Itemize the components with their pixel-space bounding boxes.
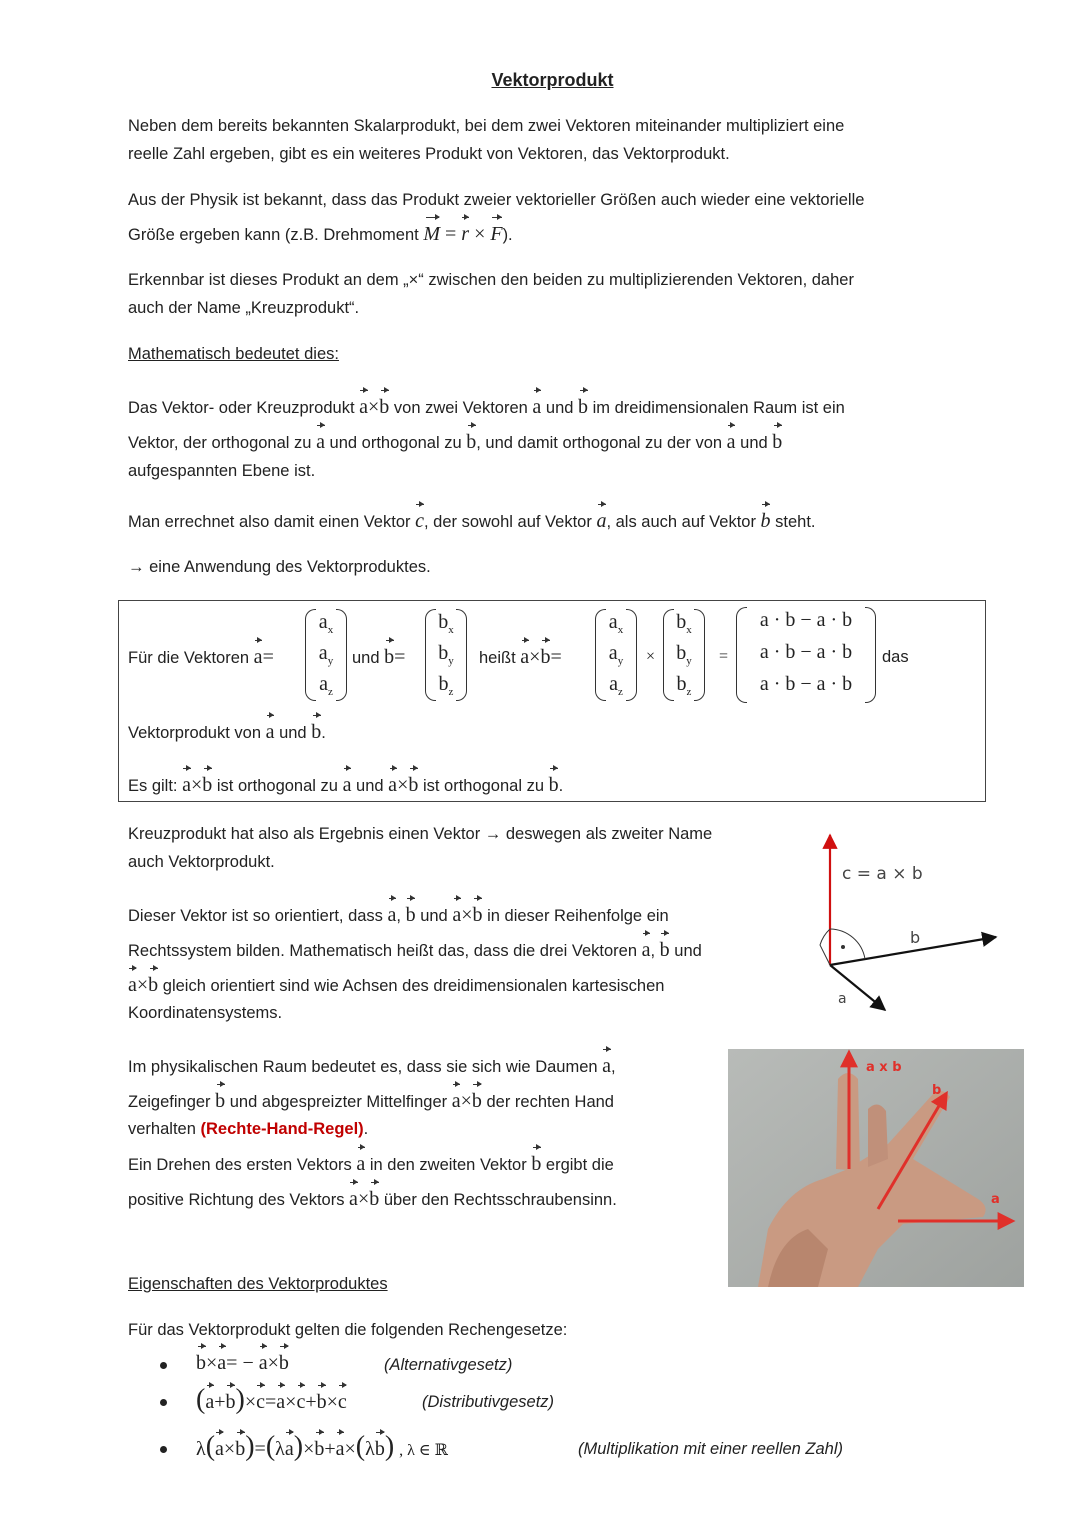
box-text: heißt (479, 649, 516, 667)
phys-text: . (363, 1120, 369, 1138)
right-hand-rule: (Rechte-Hand-Regel) (200, 1120, 364, 1138)
comma: , (396, 907, 402, 925)
formula-F: F (490, 220, 502, 248)
vec-a: a (205, 1388, 214, 1416)
label-c-eq-a-x-b: c = a × b (842, 864, 923, 884)
times-sign: × (223, 1438, 236, 1460)
result-row-3: a · b − a · b (759, 673, 853, 695)
b-z: b (438, 673, 449, 695)
b-y: b (676, 642, 687, 664)
orient-text: und (420, 907, 448, 925)
comma: , (611, 1058, 616, 1076)
vec-b: b (279, 1349, 289, 1377)
lambda: λ (275, 1438, 285, 1460)
law-3-formula: λ(a×b)=(λa)×b+a×(λb) , λ ∈ ℝ (196, 1431, 449, 1462)
def-text: Vektor, der orthogonal zu (128, 434, 312, 452)
vec-b: b (317, 1388, 327, 1416)
law-1-name: (Alternativgesetz) (384, 1356, 513, 1374)
b-x: b (438, 611, 449, 633)
vec-b: b (466, 428, 476, 456)
definition-line-3: aufgespannten Ebene ist. (128, 462, 316, 480)
def-text: , der sowohl auf Vektor (423, 513, 592, 531)
bullet (160, 1399, 167, 1406)
a-y: a (608, 642, 618, 664)
box-text: Es gilt: (128, 777, 178, 795)
orient-text: in dieser Reihenfolge ein (487, 907, 669, 925)
right-angle-dot (841, 945, 845, 949)
intro-paragraph-1-line-2: reelle Zahl ergeben, gibt es ein weiteres Produkt von Vektoren, das Vektorprodukt. (128, 145, 730, 163)
orient-text: und (674, 942, 702, 960)
vec-a: a (452, 901, 461, 929)
page-title: Vektorprodukt (491, 70, 614, 90)
equals-sign: = (226, 1352, 238, 1374)
lambda-in-R: , λ ∈ ℝ (399, 1442, 449, 1459)
matrix-b (425, 609, 467, 701)
phys-text: über den Rechtsschraubensinn. (383, 1191, 617, 1209)
formula-end: ). (502, 226, 513, 244)
box-das: das (882, 648, 909, 666)
vec-b: b (761, 507, 771, 535)
def-text: und (740, 434, 768, 452)
matrix-times: × (646, 648, 656, 665)
vec-b: b (235, 1435, 245, 1463)
intro-paragraph-2-line-1: Aus der Physik ist bekannt, dass das Produkt zweier vektorieller Größen auch wieder eine vektorielle (128, 191, 865, 209)
phys-text: Im physikalischen Raum bedeutet es, dass sie sich wie Daumen (128, 1058, 598, 1076)
intro-paragraph-1-line-1: Neben dem bereits bekannten Skalarprodukt, bei dem zwei Vektoren miteinander multipliziert eine (128, 117, 845, 135)
times-sign: × (206, 1352, 218, 1374)
intro-paragraph-2-line-2 (128, 220, 513, 249)
def-text: und orthogonal zu (329, 434, 462, 452)
result-row-1: a · b − a · b (759, 609, 853, 631)
phys-text: in den zweiten Vektor (369, 1156, 527, 1174)
bullet (160, 1446, 167, 1453)
sub-z: z (686, 686, 692, 698)
box-text: und (279, 724, 307, 742)
physical-line-5 (128, 1185, 617, 1214)
orient-line-1 (128, 901, 669, 930)
times-sign: × (529, 646, 541, 668)
vec-a: a (359, 393, 368, 421)
formula-times: × (469, 223, 491, 245)
vec-b: b (540, 643, 550, 671)
math-heading: Mathematisch bedeutet dies: (128, 345, 339, 363)
a-x: a (608, 611, 618, 633)
vec-b: b (473, 901, 483, 929)
times-sign: × (357, 1188, 370, 1210)
times-sign: × (267, 1352, 279, 1374)
right-angle-arc-2 (820, 929, 830, 965)
box-text: Vektorprodukt von (128, 724, 261, 742)
photo-label-axb: a x b (866, 1060, 902, 1075)
right-hand-system-diagram (810, 825, 1010, 1020)
def-text: Man errechnet also damit einen Vektor (128, 513, 411, 531)
vec-a: a (349, 1185, 358, 1213)
box-line-1-text (128, 643, 274, 672)
vec-c: c (338, 1388, 347, 1416)
plus-sign: + (305, 1391, 317, 1413)
vec-a: a (316, 428, 325, 456)
vec-b: b (379, 393, 389, 421)
times-sign: × (344, 1438, 356, 1460)
orient-text: Rechtssystem bilden. Mathematisch heißt das, dass die drei Vektoren (128, 942, 637, 960)
vec-a: a (254, 643, 263, 671)
vec-a: a (388, 901, 397, 929)
vec-c: c (415, 507, 424, 535)
vec-c: c (256, 1388, 265, 1416)
sub-y: y (448, 655, 454, 667)
vec-a: a (285, 1435, 294, 1463)
equals-sign: = (265, 1391, 277, 1413)
matrix-a-2 (595, 609, 637, 701)
times-sign: × (136, 974, 149, 996)
vec-b: b (314, 1435, 324, 1463)
vec-a: a (336, 1435, 345, 1463)
photo-label-b: b (932, 1083, 942, 1098)
cross-line-1: Kreuzprodukt hat also als Ergebnis einen Vektor → deswegen als zweiter Name (128, 825, 713, 843)
orient-line-2 (128, 936, 702, 965)
matrix-b-2 (663, 609, 705, 701)
phys-text: und abgespreizter Mittelfinger (229, 1093, 448, 1111)
phys-text: positive Richtung des Vektors (128, 1191, 345, 1209)
def-text: und (545, 399, 574, 417)
law-2-formula: (a+b)×c=a×c+b×c (196, 1384, 347, 1415)
times-sign: × (244, 1391, 257, 1413)
vec-a: a (356, 1150, 365, 1178)
intro-paragraph-3-line-1: Erkennbar ist dieses Produkt an dem „×“ zwischen den beiden zu multiplizierenden Vektoren, daher (128, 271, 854, 289)
vec-a: a (343, 771, 352, 799)
formula-eq: = (439, 223, 462, 245)
vec-a: a (182, 771, 191, 799)
vec-b: b (202, 771, 212, 799)
vec-b: b (384, 643, 394, 671)
equals-sign: = (254, 1438, 266, 1460)
lambda: λ (196, 1438, 206, 1460)
matrix-result (736, 607, 876, 703)
vec-c: c (296, 1388, 305, 1416)
box-text: und (352, 649, 380, 667)
definition-line-2 (128, 428, 782, 457)
vec-a: a (266, 718, 275, 746)
phys-text: ergibt die (545, 1156, 614, 1174)
intro-p2-text: Größe ergeben kann (z.B. Drehmoment (128, 226, 419, 244)
sub-y: y (617, 655, 624, 667)
vec-a: a (596, 507, 606, 535)
vec-b: b (578, 393, 588, 421)
vec-b: b (369, 1185, 379, 1213)
vec-a: a (602, 1052, 611, 1080)
sub-z: z (328, 686, 333, 698)
vec-a: a (128, 971, 137, 999)
vec-b: b (311, 718, 321, 746)
matrix-equals: = (719, 648, 729, 665)
definition-line-4 (128, 507, 816, 536)
plus-sign: + (324, 1438, 336, 1460)
sub-z: z (448, 686, 454, 698)
intro-paragraph-3-line-2: auch der Name „Kreuzprodukt“. (128, 299, 360, 317)
vec-a: a (276, 1388, 285, 1416)
vec-a: a (388, 771, 397, 799)
sub-y: y (327, 655, 334, 667)
lambda: λ (365, 1438, 375, 1460)
bullet (160, 1362, 167, 1369)
vec-b: b (375, 1435, 385, 1463)
box-line-3: Es gilt: a×b ist orthogonal zu a und a×b ist orthogonal zu b. (128, 771, 563, 800)
right-hand-photo (728, 1049, 1024, 1287)
def-text: steht. (775, 513, 816, 531)
times-sign: × (303, 1438, 315, 1460)
def-text: von zwei Vektoren (393, 399, 528, 417)
vec-b: b (472, 1087, 482, 1115)
physical-line-2 (128, 1087, 614, 1116)
phys-text: der rechten Hand (486, 1093, 614, 1111)
equals-sign: = (394, 646, 406, 668)
times-sign: × (326, 1391, 338, 1413)
phys-text: verhalten (128, 1120, 196, 1138)
right-angle-arc (830, 929, 865, 959)
times-sign: × (461, 904, 473, 926)
sub-x: x (327, 624, 334, 636)
vec-a: a (520, 643, 529, 671)
formula-M: M (423, 220, 440, 248)
box-line-2: Vektorprodukt von a und b. (128, 718, 326, 747)
plus-sign: + (214, 1391, 226, 1413)
phys-text: Zeigefinger (128, 1093, 211, 1111)
orient-line-4: Koordinatensystems. (128, 1004, 283, 1022)
vec-b: b (196, 1349, 206, 1377)
sub-x: x (617, 624, 624, 636)
box-text: und (356, 777, 384, 795)
physical-line-3 (128, 1115, 368, 1143)
box-heisst (479, 643, 562, 672)
law-3-name: (Multiplikation mit einer reellen Zahl) (578, 1440, 844, 1458)
matrix-a (305, 609, 347, 701)
orient-line-3 (128, 971, 664, 1000)
b-x: b (676, 611, 687, 633)
law-1-formula (196, 1349, 289, 1377)
vec-b: b (408, 771, 418, 799)
vec-a: a (727, 428, 736, 456)
box-und-b (352, 643, 405, 672)
vec-a: a (452, 1087, 461, 1115)
definition-box (118, 600, 986, 802)
physical-line-1 (128, 1052, 616, 1081)
b-y: b (438, 642, 449, 664)
b-z: b (676, 673, 687, 695)
sub-x: x (448, 624, 454, 636)
orient-text: gleich orientiert sind wie Achsen des dreidimensionalen kartesischen (162, 977, 665, 995)
vec-a: a (642, 936, 651, 964)
definition-line-1 (128, 393, 845, 422)
vec-b: b (549, 771, 559, 799)
vec-a: a (217, 1349, 226, 1377)
sub-y: y (686, 655, 692, 667)
comma: , (650, 942, 656, 960)
def-text: im dreidimensionalen Raum ist ein (592, 399, 845, 417)
result-row-2: a · b − a · b (759, 641, 853, 663)
vec-a: a (259, 1349, 268, 1377)
vec-b: b (215, 1087, 225, 1115)
def-text: , als auch auf Vektor (606, 513, 756, 531)
definition-line-5: → eine Anwendung des Vektorproduktes. (128, 558, 431, 576)
vec-a: a (215, 1435, 224, 1463)
a-z: a (319, 673, 328, 695)
cross-line-2: auch Vektorprodukt. (128, 853, 275, 871)
times-sign: × (397, 774, 409, 796)
def-text: Das Vektor- oder Kreuzprodukt (128, 399, 355, 417)
properties-heading: Eigenschaften des Vektorproduktes (128, 1275, 388, 1293)
times-sign: × (191, 774, 203, 796)
physical-line-4 (128, 1150, 614, 1179)
law-2-name: (Distributivgesetz) (422, 1393, 555, 1411)
formula-r: r (461, 220, 469, 248)
vec-b: b (226, 1388, 236, 1416)
vec-b: b (148, 971, 158, 999)
times-sign: × (460, 1090, 472, 1112)
times-sign: × (368, 396, 380, 418)
vec-b: b (772, 428, 782, 456)
sub-x: x (686, 624, 692, 636)
properties-intro: Für das Vektorprodukt gelten die folgenden Rechengesetze: (128, 1321, 568, 1339)
vec-a: a (532, 393, 541, 421)
box-text: ist orthogonal zu (422, 777, 545, 795)
label-a: a (838, 991, 847, 1007)
sub-z: z (618, 686, 623, 698)
equals-sign: = (262, 646, 274, 668)
orient-text: Dieser Vektor ist so orientiert, dass (128, 907, 383, 925)
box-text: ist orthogonal zu (216, 777, 338, 795)
a-x: a (318, 611, 328, 633)
a-z: a (609, 673, 618, 695)
vec-b: b (406, 901, 416, 929)
equals-sign: = (550, 646, 562, 668)
minus-sign: − (242, 1352, 254, 1374)
vec-b: b (531, 1150, 541, 1178)
folded-fingers (868, 1104, 888, 1167)
times-sign: × (285, 1391, 297, 1413)
phys-text: Ein Drehen des ersten Vektors (128, 1156, 352, 1174)
def-text: , und damit orthogonal zu der von (476, 434, 723, 452)
box-text: Für die Vektoren (128, 649, 250, 667)
photo-label-a: a (991, 1192, 1000, 1207)
a-y: a (318, 642, 328, 664)
vec-b: b (660, 936, 670, 964)
label-b: b (910, 928, 921, 947)
